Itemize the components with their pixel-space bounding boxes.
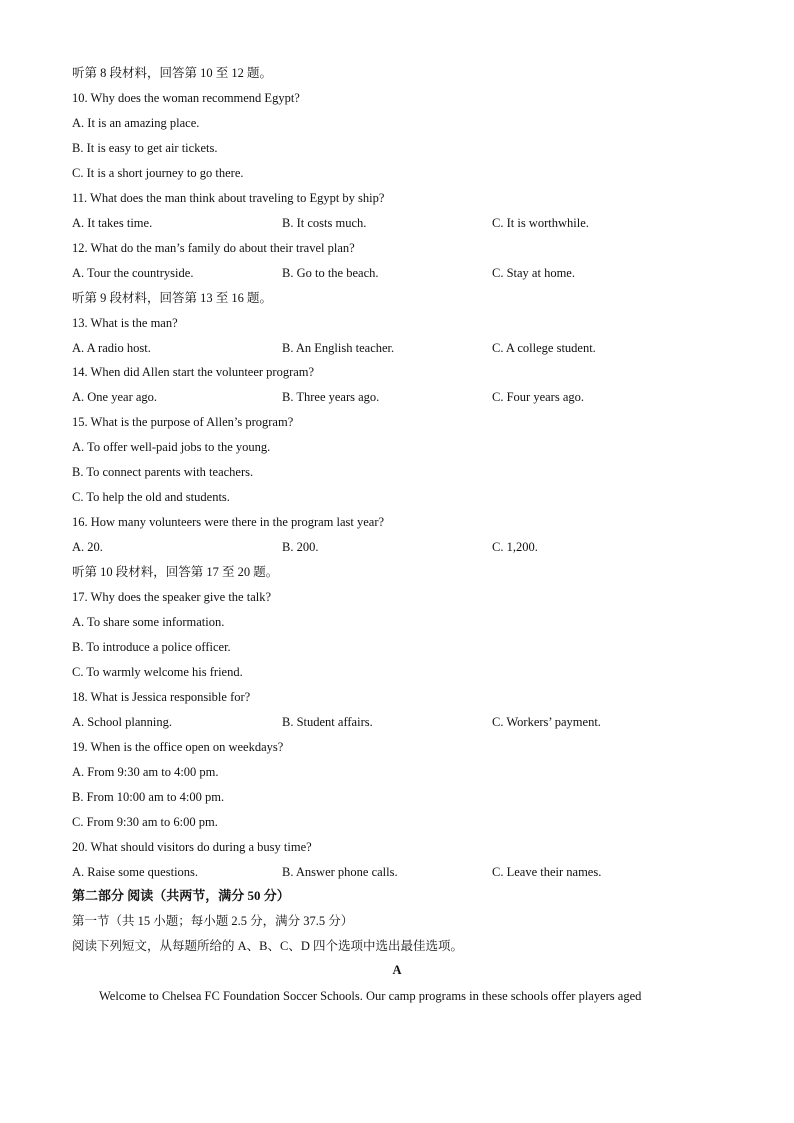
- section-8-instruction: 听第 8 段材料，回答第 10 至 12 题。: [72, 66, 273, 80]
- question-13: 13. What is the man?: [72, 316, 178, 330]
- question-10: 10. Why does the woman recommend Egypt?: [72, 91, 300, 105]
- q12-option-a: A. Tour the countryside.: [72, 266, 194, 280]
- question-17: 17. Why does the speaker give the talk?: [72, 590, 272, 604]
- q10-option-b: B. It is easy to get air tickets.: [72, 141, 218, 155]
- q18-option-b: B. Student affairs.: [282, 715, 373, 729]
- question-12: 12. What do the man’s family do about their travel plan?: [72, 241, 355, 255]
- q12-option-b: B. Go to the beach.: [282, 266, 379, 280]
- section-9-instruction: 听第 9 段材料，回答第 13 至 16 题。: [72, 291, 273, 305]
- question-19: 19. When is the office open on weekdays?: [72, 740, 284, 754]
- q20-option-a: A. Raise some questions.: [72, 865, 199, 879]
- q11-option-c: C. It is worthwhile.: [492, 216, 589, 230]
- q17-option-a: A. To share some information.: [72, 615, 225, 629]
- q19-option-c: C. From 9:30 am to 6:00 pm.: [72, 815, 218, 829]
- q12-option-c: C. Stay at home.: [492, 266, 575, 280]
- q19-option-a: A. From 9:30 am to 4:00 pm.: [72, 765, 219, 779]
- q15-option-c: C. To help the old and students.: [72, 490, 230, 504]
- q17-option-c: C. To warmly welcome his friend.: [72, 665, 243, 679]
- q18-option-a: A. School planning.: [72, 715, 172, 729]
- part-2-section-1-heading: 第一节（共 15 小题；每小题 2.5 分，满分 37.5 分）: [72, 914, 354, 928]
- q15-option-b: B. To connect parents with teachers.: [72, 465, 254, 479]
- question-11: 11. What does the man think about traveling to Egypt by ship?: [72, 191, 385, 205]
- question-14: 14. When did Allen start the volunteer program?: [72, 365, 315, 379]
- part-2-heading: 第二部分 阅读（共两节，满分 50 分）: [72, 888, 290, 903]
- q13-option-c: C. A college student.: [492, 341, 596, 355]
- question-16: 16. How many volunteers were there in the program last year?: [72, 515, 385, 529]
- q10-option-a: A. It is an amazing place.: [72, 116, 200, 130]
- section-10-instruction: 听第 10 段材料，回答第 17 至 20 题。: [72, 565, 279, 579]
- q20-option-b: B. Answer phone calls.: [282, 865, 398, 879]
- q13-option-a: A. A radio host.: [72, 341, 151, 355]
- passage-label: A: [392, 963, 402, 977]
- q15-option-a: A. To offer well-paid jobs to the young.: [72, 440, 271, 454]
- question-20: 20. What should visitors do during a busy time?: [72, 840, 312, 854]
- q16-option-b: B. 200.: [282, 540, 319, 554]
- q14-option-b: B. Three years ago.: [282, 390, 380, 404]
- q16-option-c: C. 1,200.: [492, 540, 538, 554]
- q16-option-a: A. 20.: [72, 540, 103, 554]
- q14-option-a: A. One year ago.: [72, 390, 158, 404]
- question-18: 18. What is Jessica responsible for?: [72, 690, 251, 704]
- q18-option-c: C. Workers’ payment.: [492, 715, 601, 729]
- reading-instruction: 阅读下列短文，从每题所给的 A、B、C、D 四个选项中选出最佳选项。: [72, 939, 463, 953]
- q20-option-c: C. Leave their names.: [492, 865, 602, 879]
- passage-text: Welcome to Chelsea FC Foundation Soccer Schools. Our camp programs in these schools offer players aged: [99, 989, 642, 1003]
- q14-option-c: C. Four years ago.: [492, 390, 584, 404]
- q11-option-b: B. It costs much.: [282, 216, 367, 230]
- q19-option-b: B. From 10:00 am to 4:00 pm.: [72, 790, 225, 804]
- q13-option-b: B. An English teacher.: [282, 341, 395, 355]
- q11-option-a: A. It takes time.: [72, 216, 153, 230]
- question-15: 15. What is the purpose of Allen’s program?: [72, 415, 294, 429]
- q17-option-b: B. To introduce a police officer.: [72, 640, 231, 654]
- q10-option-c: C. It is a short journey to go there.: [72, 166, 244, 180]
